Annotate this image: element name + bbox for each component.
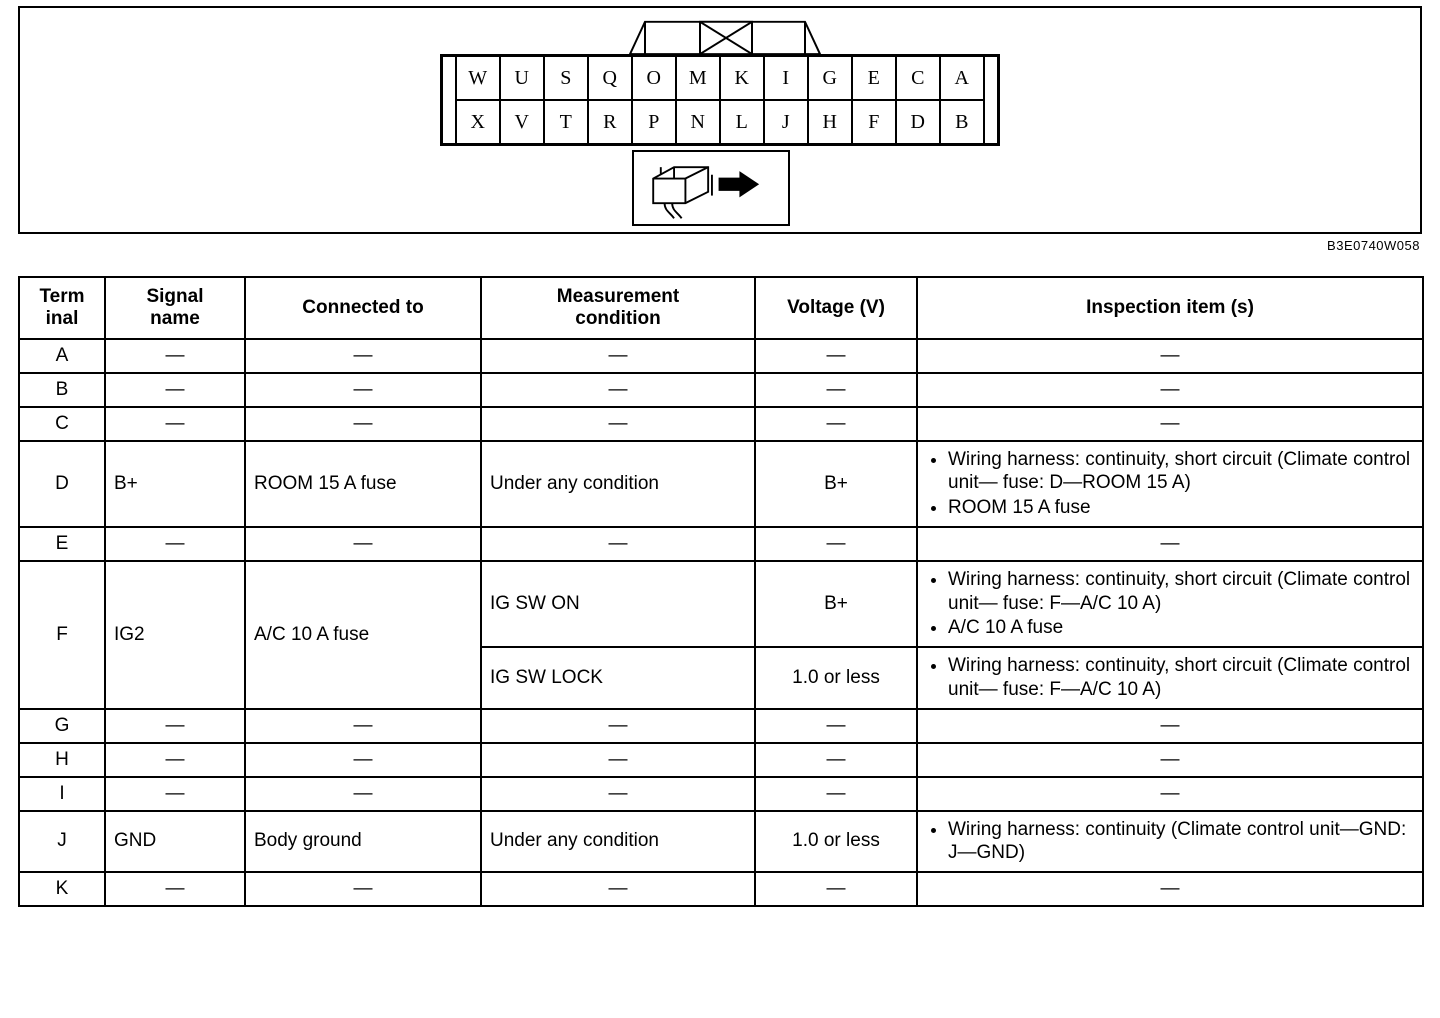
cell-signal: B+ [105,441,245,527]
cell-inspection [917,561,1423,647]
cell-voltage: B+ [755,441,917,527]
cell-terminal: B [19,373,105,407]
table-row [19,777,1423,811]
pin-F: F [853,101,897,143]
cell-signal: — [105,872,245,906]
table-row [19,811,1423,873]
pin-L: L [721,101,765,143]
cell-inspection [917,811,1423,873]
cell-inspection: — [917,743,1423,777]
pin-W: W [457,57,501,99]
cell-inspection: — [917,339,1423,373]
cell-voltage: B+ [755,561,917,647]
cell-voltage: — [755,872,917,906]
diagram-code-label: B3E0740W058 [1327,238,1420,253]
cell-signal: IG2 [105,561,245,709]
header-voltage: Voltage (V) [755,277,917,339]
cell-connected: — [245,872,481,906]
table-header-row [19,277,1423,339]
header-signal [105,277,245,339]
cell-connected: A/C 10 A fuse [245,561,481,709]
inspection-bullet: • Wiring harness: continuity, short circuit (Climate control unit— fuse: F—A/C 10 A) [948,568,1414,616]
cell-voltage: — [755,777,917,811]
cell-connected: ROOM 15 A fuse [245,441,481,527]
cell-signal: GND [105,811,245,873]
pin-P: P [633,101,677,143]
connector-right-tab [983,57,997,143]
header-inspection-item: Inspection item (s) [917,277,1423,339]
header-terminal-line1: Term [39,286,85,307]
table-row [19,872,1423,906]
cell-inspection: — [917,373,1423,407]
cell-measurement: — [481,872,755,906]
pin-O: O [633,57,677,99]
cell-inspection: — [917,872,1423,906]
inspection-bullet: • Wiring harness: continuity, short circuit (Climate control unit— fuse: F—A/C 10 A) [948,654,1414,702]
cell-connected: — [245,407,481,441]
cell-voltage: — [755,407,917,441]
pin-B: B [955,110,969,133]
cell-measurement: — [481,407,755,441]
cell-signal: — [105,339,245,373]
connector-hood-icon [600,18,850,56]
table-row [19,339,1423,373]
pin-H: H [809,101,853,143]
cell-measurement: — [481,373,755,407]
table-row [19,743,1423,777]
pin-Q: Q [589,57,633,99]
cell-voltage: 1.0 or less [755,647,917,709]
cell-measurement: — [481,777,755,811]
table-row [19,561,1423,647]
header-terminal-line2: inal [45,307,79,329]
cell-terminal: A [19,339,105,373]
cell-signal: — [105,527,245,561]
cell-terminal: E [19,527,105,561]
inspection-bullet: • Wiring harness: continuity, short circuit (Climate control unit— fuse: D—ROOM 15 A) [948,448,1414,496]
header-signal-line1: Signal [146,286,204,307]
cell-terminal: F [19,561,105,709]
connector-illustration [440,16,1000,146]
cell-measurement: — [481,709,755,743]
table-row [19,373,1423,407]
cell-inspection: — [917,407,1423,441]
pin-I: I [765,57,809,99]
header-connected-to: Connected to [245,277,481,339]
cell-terminal: J [19,811,105,873]
pin-A: A [954,66,970,89]
pin-J: J [765,101,809,143]
pin-N: N [677,101,721,143]
cell-connected: — [245,527,481,561]
inspection-bullet: • ROOM 15 A fuse [948,496,1414,520]
header-measurement-condition [481,277,755,339]
connector-left-tab [443,57,457,143]
cell-signal: — [105,373,245,407]
cell-terminal: H [19,743,105,777]
cell-inspection: — [917,777,1423,811]
connector-pin-row-bottom [457,101,983,143]
pin-D: D [897,101,941,143]
pin-R: R [589,101,633,143]
cell-voltage: — [755,373,917,407]
terminal-spec-table [18,276,1424,907]
pin-U: U [501,57,545,99]
cell-connected: — [245,373,481,407]
cell-connected: Body ground [245,811,481,873]
table-row [19,441,1423,527]
header-terminal [19,277,105,339]
cell-inspection [917,441,1423,527]
pin-M: M [677,57,721,99]
cell-voltage: — [755,743,917,777]
header-signal-line2: name [150,307,200,329]
header-measurement-line1: Measurement [556,286,680,307]
cell-measurement: IG SW LOCK [481,647,755,709]
pin-T: T [545,101,589,143]
cell-terminal: K [19,872,105,906]
connector-pin-row-top [457,57,983,101]
cell-voltage: 1.0 or less [755,811,917,873]
cell-signal: — [105,407,245,441]
inspection-bullet: • Wiring harness: continuity (Climate control unit—GND: J—GND) [948,818,1414,866]
connector-disconnect-icon-box [632,150,790,226]
pin-E: E [853,57,897,99]
cell-terminal: I [19,777,105,811]
pin-G: G [809,57,853,99]
inspection-bullet: • A/C 10 A fuse [948,616,1414,640]
connector-diagram-panel [18,6,1422,234]
cell-measurement: IG SW ON [481,561,755,647]
cell-measurement: — [481,743,755,777]
cell-signal: — [105,777,245,811]
cell-connected: — [245,339,481,373]
cell-terminal: C [19,407,105,441]
connector-disconnect-icon [634,152,788,224]
pin-V: V [501,101,545,143]
cell-inspection: — [917,527,1423,561]
pin-S: S [545,57,589,99]
cell-connected: — [245,777,481,811]
table-row [19,407,1423,441]
pin-K: K [721,57,765,99]
cell-terminal: G [19,709,105,743]
cell-voltage: — [755,339,917,373]
cell-measurement: — [481,339,755,373]
cell-measurement: Under any condition [481,441,755,527]
table-row [19,709,1423,743]
cell-voltage: — [755,709,917,743]
cell-signal: — [105,743,245,777]
cell-measurement: — [481,527,755,561]
header-measurement-line2: condition [575,307,661,329]
cell-signal: — [105,709,245,743]
table-row [19,527,1423,561]
cell-inspection: — [917,709,1423,743]
cell-inspection [917,647,1423,709]
pin-C: C [897,57,941,99]
cell-terminal: D [19,441,105,527]
cell-connected: — [245,743,481,777]
cell-measurement: Under any condition [481,811,755,873]
connector-pin-block [440,54,1000,146]
cell-connected: — [245,709,481,743]
cell-voltage: — [755,527,917,561]
pin-X: X [457,101,501,143]
